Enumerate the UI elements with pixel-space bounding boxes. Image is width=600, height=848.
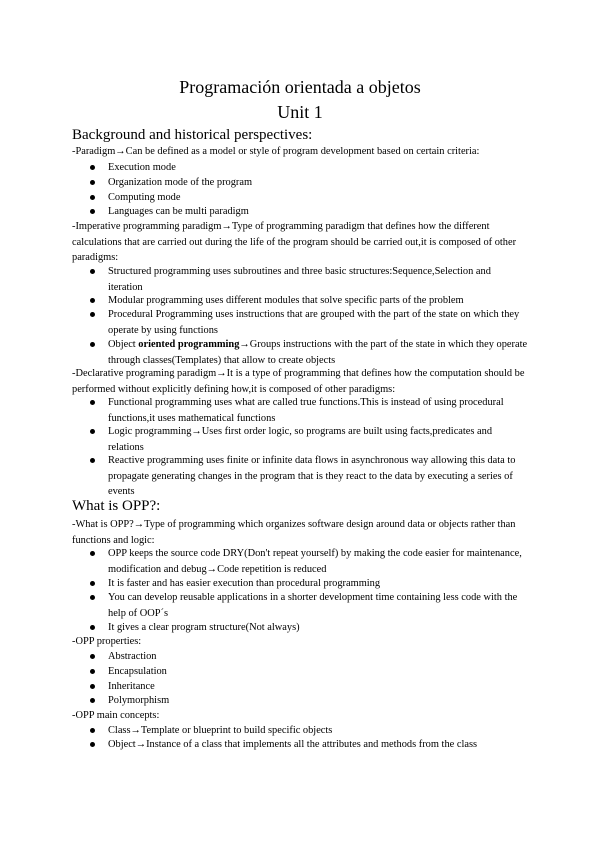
list-item: Abstraction [108,649,528,665]
bullet-icon [90,742,95,747]
bullet-icon [90,312,95,317]
bullet-icon [90,625,95,630]
bullet-icon [90,298,95,303]
bullet-icon [90,669,95,674]
bullet-icon [90,269,95,274]
paragraph-what-is-opp: -What is OPP?→Type of programming which organizes software design around data or objects rather than functions and logic: [72,519,516,546]
bullet-icon [90,581,95,586]
paragraph-opp-properties: -OPP properties: [72,636,142,647]
bullet-icon [90,195,95,200]
list-item: It is faster and has easier execution than procedural programming [108,576,528,592]
paragraph-paradigm: -Paradigm→Can be defined as a model or style of program development based on certain criteria: [72,146,480,157]
list-item: Object→Instance of a class that implements all the attributes and methods from the class [108,737,528,753]
bullet-icon [90,342,95,347]
list-item: Polymorphism [108,693,528,709]
paragraph-opp-concepts: -OPP main concepts: [72,710,160,721]
bullet-icon [90,654,95,659]
bullet-icon [90,698,95,703]
list-item: Organization mode of the program [108,175,528,191]
list-item: Functional programming uses what are called true functions.This is instead of using procedural functions,it uses mathematical functions [108,395,528,426]
document-title: Programación orientada a objetos [179,77,421,97]
list-item: You can develop reusable applications in a shorter development time containing less code with the help of OOP´s [108,590,528,621]
list-item: Modular programming uses different modules that solve specific parts of the problem [108,293,528,309]
list-item: Computing mode [108,190,528,206]
section-heading-what-is-opp: What is OPP?: [72,498,161,514]
list-item: OPP keeps the source code DRY(Don't repeat yourself) by making the code easier for maintenance, modification and debug→Code repetition is reduced [108,546,528,577]
bullet-icon [90,209,95,214]
list-item: Object oriented programming→Groups instructions with the part of the state in which they operate through classes(Templates) that allow to create objects [108,337,528,368]
list-item: Logic programming→Uses first order logic, so programs are built using facts,predicates and relations [108,424,528,455]
list-item: Procedural Programming uses instructions that are grouped with the part of the state on which they operate by using functions [108,307,528,338]
bold-term: oriented programming [138,339,240,350]
list-item: Reactive programming uses finite or infinite data flows in asynchronous way allowing this data to propagate generating changes in the program that is they react to the data by executing a series of events [108,453,528,500]
document-subtitle: Unit 1 [277,102,323,122]
bullet-icon [90,180,95,185]
bullet-icon [90,429,95,434]
list-item: Class→Template or blueprint to build specific objects [108,723,528,739]
paragraph-declarative: -Declarative programing paradigm→It is a type of programming that defines how the computation should be performed without explicitly defining how,it is composed of other paradigms: [72,368,525,395]
bullet-icon [90,684,95,689]
list-item: Languages can be multi paradigm [108,204,528,220]
bullet-icon [90,551,95,556]
bullet-icon [90,165,95,170]
list-item: Execution mode [108,160,528,176]
list-item: Structured programming uses subroutines and three basic structures:Sequence,Selection and iteration [108,264,528,295]
bullet-icon [90,400,95,405]
list-item: Inheritance [108,679,528,695]
list-item: It gives a clear program structure(Not always) [108,620,528,636]
paragraph-imperative: -Imperative programming paradigm→Type of programming paradigm that defines how the different calculations that are carried out during the life of the program should be carried out,it is composed of other paradigms: [72,221,517,263]
bullet-icon [90,728,95,733]
bullet-icon [90,458,95,463]
bullet-icon [90,595,95,600]
section-heading-background: Background and historical perspectives: [72,127,313,143]
list-item: Encapsulation [108,664,528,680]
